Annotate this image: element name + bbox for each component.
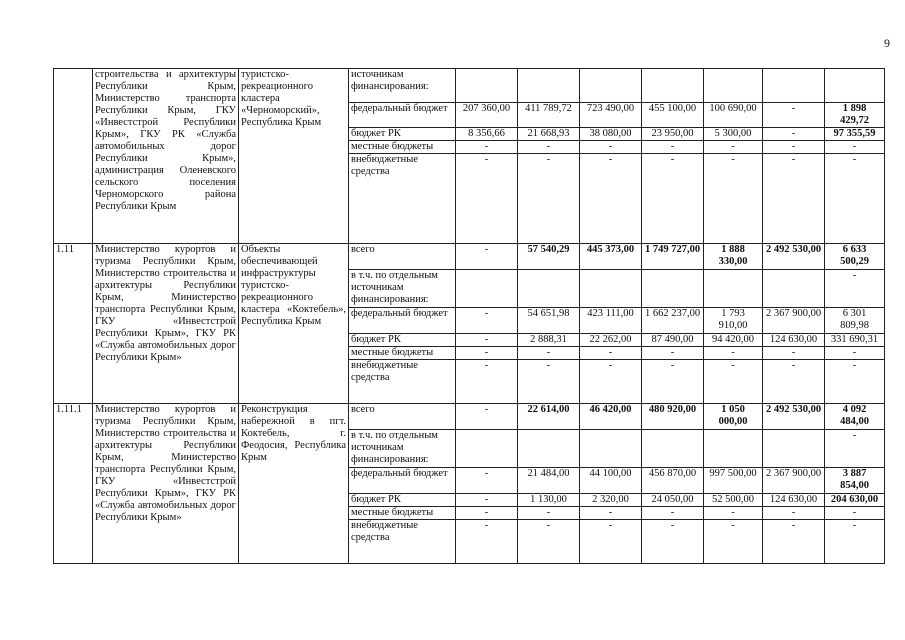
- amount-cell: 57 540,29: [518, 244, 580, 270]
- amount-cell: -: [704, 360, 763, 404]
- amount-cell: -: [642, 520, 704, 564]
- amount-cell: 24 050,00: [642, 494, 704, 507]
- amount-cell: 6 633 500,29: [825, 244, 885, 270]
- amount-cell: 8 356,66: [456, 128, 518, 141]
- amount-cell: 456 870,00: [642, 468, 704, 494]
- amount-cell: 1 749 727,00: [642, 244, 704, 270]
- amount-cell: -: [580, 520, 642, 564]
- amount-cell: 22 262,00: [580, 334, 642, 347]
- page-number: 9: [884, 36, 890, 50]
- funding-source: федеральный бюджет: [349, 468, 456, 494]
- amount-cell: 1 662 237,00: [642, 308, 704, 334]
- amount-cell: -: [518, 141, 580, 154]
- amount-cell: -: [825, 430, 885, 468]
- object-name: Реконструкция набережной в пгт. Коктебель, г. Феодосия, Республика Крым: [239, 404, 349, 564]
- amount-cell: 2 492 530,00: [763, 404, 825, 430]
- funding-source: в т.ч. по отдельным источникам финансирования:: [349, 270, 456, 308]
- amount-cell: -: [580, 347, 642, 360]
- amount-cell: [763, 430, 825, 468]
- table-row: [54, 69, 885, 103]
- item-number: 1.11.1: [54, 404, 93, 564]
- amount-cell: -: [456, 468, 518, 494]
- funding-source: местные бюджеты: [349, 507, 456, 520]
- amount-cell: 87 490,00: [642, 334, 704, 347]
- amount-cell: -: [704, 347, 763, 360]
- amount-cell: 204 630,00: [825, 494, 885, 507]
- funding-source: федеральный бюджет: [349, 103, 456, 128]
- amount-cell: 455 100,00: [642, 103, 704, 128]
- amount-cell: 2 320,00: [580, 494, 642, 507]
- amount-cell: -: [456, 244, 518, 270]
- amount-cell: -: [642, 347, 704, 360]
- amount-cell: -: [456, 360, 518, 404]
- amount-cell: [580, 430, 642, 468]
- amount-cell: 723 490,00: [580, 103, 642, 128]
- amount-cell: -: [642, 507, 704, 520]
- amount-cell: [456, 69, 518, 103]
- amount-cell: -: [763, 347, 825, 360]
- amount-cell: [456, 270, 518, 308]
- amount-cell: -: [642, 141, 704, 154]
- amount-cell: 21 484,00: [518, 468, 580, 494]
- funding-source: местные бюджеты: [349, 347, 456, 360]
- amount-cell: 97 355,59: [825, 128, 885, 141]
- amount-cell: 2 367 900,00: [763, 468, 825, 494]
- funding-source: федеральный бюджет: [349, 308, 456, 334]
- amount-cell: -: [518, 347, 580, 360]
- item-number: [54, 69, 93, 244]
- object-name: Объекты обеспечивающей инфраструктуры туристско-рекреационного кластера «Коктебель», Республика Крым: [239, 244, 349, 404]
- amount-cell: -: [518, 507, 580, 520]
- amount-cell: 331 690,31: [825, 334, 885, 347]
- amount-cell: -: [704, 141, 763, 154]
- funding-source: в т.ч. по отдельным источникам финансирования:: [349, 430, 456, 468]
- amount-cell: -: [763, 154, 825, 244]
- object-name: туристско-рекреационного кластера «Черноморский», Республика Крым: [239, 69, 349, 244]
- amount-cell: -: [704, 507, 763, 520]
- amount-cell: -: [518, 360, 580, 404]
- funding-source: внебюджетные средства: [349, 360, 456, 404]
- amount-cell: [704, 69, 763, 103]
- amount-cell: [642, 430, 704, 468]
- amount-cell: -: [642, 154, 704, 244]
- amount-cell: -: [763, 103, 825, 128]
- amount-cell: [642, 69, 704, 103]
- funding-source: бюджет РК: [349, 494, 456, 507]
- funding-source: бюджет РК: [349, 334, 456, 347]
- amount-cell: -: [642, 360, 704, 404]
- amount-cell: 38 080,00: [580, 128, 642, 141]
- amount-cell: [642, 270, 704, 308]
- amount-cell: -: [580, 507, 642, 520]
- amount-cell: 1 793 910,00: [704, 308, 763, 334]
- amount-cell: 124 630,00: [763, 334, 825, 347]
- amount-cell: 6 301 809,98: [825, 308, 885, 334]
- amount-cell: 997 500,00: [704, 468, 763, 494]
- amount-cell: -: [825, 507, 885, 520]
- amount-cell: 94 420,00: [704, 334, 763, 347]
- amount-cell: 54 651,98: [518, 308, 580, 334]
- amount-cell: [456, 430, 518, 468]
- amount-cell: -: [580, 141, 642, 154]
- amount-cell: 5 300,00: [704, 128, 763, 141]
- amount-cell: [704, 270, 763, 308]
- amount-cell: 46 420,00: [580, 404, 642, 430]
- amount-cell: -: [763, 128, 825, 141]
- funding-source: внебюджетные средства: [349, 154, 456, 244]
- amount-cell: 2 888,31: [518, 334, 580, 347]
- amount-cell: -: [763, 141, 825, 154]
- amount-cell: 23 950,00: [642, 128, 704, 141]
- amount-cell: -: [825, 520, 885, 564]
- amount-cell: -: [704, 520, 763, 564]
- amount-cell: 2 492 530,00: [763, 244, 825, 270]
- amount-cell: [704, 430, 763, 468]
- amount-cell: 52 500,00: [704, 494, 763, 507]
- amount-cell: 411 789,72: [518, 103, 580, 128]
- funding-source: местные бюджеты: [349, 141, 456, 154]
- amount-cell: 1 050 000,00: [704, 404, 763, 430]
- amount-cell: [763, 69, 825, 103]
- table-row: [54, 404, 885, 430]
- amount-cell: -: [825, 154, 885, 244]
- amount-cell: 44 100,00: [580, 468, 642, 494]
- amount-cell: -: [518, 520, 580, 564]
- amount-cell: -: [763, 507, 825, 520]
- responsible-org: Министерство курортов и туризма Республики Крым, Министерство строительства и архитектуры Республики Крым, Министерство транспорта Республики Крым, ГКУ «Инвестстрой Республики Крым», ГКУ РК «Служба автомобильных дорог Республики Крым»: [93, 244, 239, 404]
- responsible-org: Министерство курортов и туризма Республики Крым, Министерство строительства и архитектуры Республики Крым, Министерство транспорта Республики Крым, ГКУ «Инвестстрой Республики Крым», ГКУ РК «Служба автомобильных дорог Республики Крым»: [93, 404, 239, 564]
- amount-cell: -: [763, 520, 825, 564]
- amount-cell: -: [456, 334, 518, 347]
- amount-cell: -: [456, 507, 518, 520]
- amount-cell: 1 888 330,00: [704, 244, 763, 270]
- amount-cell: -: [456, 347, 518, 360]
- amount-cell: 21 668,93: [518, 128, 580, 141]
- responsible-org: строительства и архитектуры Республики Крым, Министерство транспорта Республики Крым, ГКУ «Инвестстрой Республики Крым», ГКУ РК «Служба автомобильных дорог Республики Крым», администрация Оленевского сельского поселения Черноморского района Республики Крым: [93, 69, 239, 244]
- funding-source: бюджет РК: [349, 128, 456, 141]
- amount-cell: 100 690,00: [704, 103, 763, 128]
- amount-cell: -: [825, 347, 885, 360]
- amount-cell: 423 111,00: [580, 308, 642, 334]
- amount-cell: 480 920,00: [642, 404, 704, 430]
- amount-cell: 124 630,00: [763, 494, 825, 507]
- amount-cell: -: [825, 270, 885, 308]
- funding-source: всего: [349, 404, 456, 430]
- amount-cell: -: [456, 494, 518, 507]
- amount-cell: 4 092 484,00: [825, 404, 885, 430]
- amount-cell: [518, 430, 580, 468]
- amount-cell: 445 373,00: [580, 244, 642, 270]
- amount-cell: -: [580, 360, 642, 404]
- amount-cell: 1 130,00: [518, 494, 580, 507]
- amount-cell: -: [704, 154, 763, 244]
- amount-cell: -: [825, 141, 885, 154]
- amount-cell: -: [456, 154, 518, 244]
- funding-source: внебюджетные средства: [349, 520, 456, 564]
- amount-cell: -: [456, 520, 518, 564]
- funding-source: всего: [349, 244, 456, 270]
- amount-cell: [580, 69, 642, 103]
- table-row: [54, 244, 885, 270]
- budget-table: [53, 68, 885, 564]
- amount-cell: -: [763, 360, 825, 404]
- amount-cell: [825, 69, 885, 103]
- amount-cell: [763, 270, 825, 308]
- amount-cell: [518, 270, 580, 308]
- amount-cell: 2 367 900,00: [763, 308, 825, 334]
- amount-cell: 22 614,00: [518, 404, 580, 430]
- amount-cell: -: [518, 154, 580, 244]
- funding-source: источникам финансирования:: [349, 69, 456, 103]
- amount-cell: -: [825, 360, 885, 404]
- amount-cell: [580, 270, 642, 308]
- amount-cell: -: [456, 141, 518, 154]
- amount-cell: -: [580, 154, 642, 244]
- amount-cell: 3 887 854,00: [825, 468, 885, 494]
- item-number: 1.11: [54, 244, 93, 404]
- amount-cell: -: [456, 404, 518, 430]
- amount-cell: 1 898 429,72: [825, 103, 885, 128]
- amount-cell: [518, 69, 580, 103]
- amount-cell: 207 360,00: [456, 103, 518, 128]
- amount-cell: -: [456, 308, 518, 334]
